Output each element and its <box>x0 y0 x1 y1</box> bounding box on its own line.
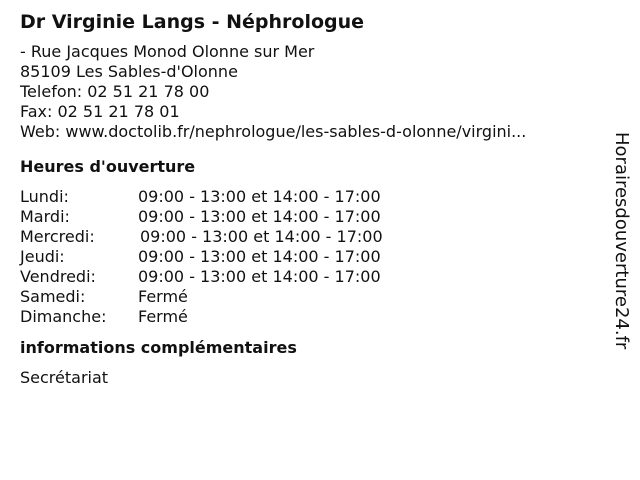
day-label: Jeudi: <box>20 247 65 266</box>
practice-card <box>20 10 600 388</box>
hours-row-thursday <box>20 247 600 267</box>
page-title: Dr Virginie Langs - Néphrologue <box>20 11 365 33</box>
day-hours: 09:00 - 13:00 et 14:00 - 17:00 <box>138 247 381 266</box>
day-label: Dimanche: <box>20 307 107 326</box>
day-label: Samedi: <box>20 287 86 306</box>
hours-row-tuesday <box>20 207 600 227</box>
day-hours: 09:00 - 13:00 et 14:00 - 17:00 <box>138 267 381 286</box>
day-hours: 09:00 - 13:00 et 14:00 - 17:00 <box>140 227 383 246</box>
address-block <box>20 42 600 142</box>
additional-info-heading: informations complémentaires <box>20 338 297 357</box>
day-hours: 09:00 - 13:00 et 14:00 - 17:00 <box>138 187 381 206</box>
additional-info-text: Secrétariat <box>20 368 109 387</box>
day-label: Mardi: <box>20 207 70 226</box>
street-address: - Rue Jacques Monod Olonne sur Mer <box>20 42 315 61</box>
hours-row-saturday <box>20 287 600 307</box>
opening-hours-table <box>20 187 600 327</box>
website-link[interactable]: Web: www.doctolib.fr/nephrologue/les-sables-d-olonne/virgini... <box>20 122 527 141</box>
day-hours: Fermé <box>138 287 188 306</box>
day-label: Lundi: <box>20 187 69 206</box>
phone-number: Telefon: 02 51 21 78 00 <box>20 82 210 101</box>
day-label: Vendredi: <box>20 267 96 286</box>
hours-row-sunday <box>20 307 600 327</box>
day-label: Mercredi: <box>20 227 95 246</box>
hours-row-wednesday <box>20 227 600 247</box>
day-hours: Fermé <box>138 307 188 326</box>
fax-number: Fax: 02 51 21 78 01 <box>20 102 180 121</box>
hours-row-friday <box>20 267 600 287</box>
site-brand-vertical: Horairesdouverture24.fr <box>611 132 632 350</box>
city-address: 85109 Les Sables-d'Olonne <box>20 62 238 81</box>
hours-row-monday <box>20 187 600 207</box>
day-hours: 09:00 - 13:00 et 14:00 - 17:00 <box>138 207 381 226</box>
opening-hours-heading: Heures d'ouverture <box>20 157 196 176</box>
